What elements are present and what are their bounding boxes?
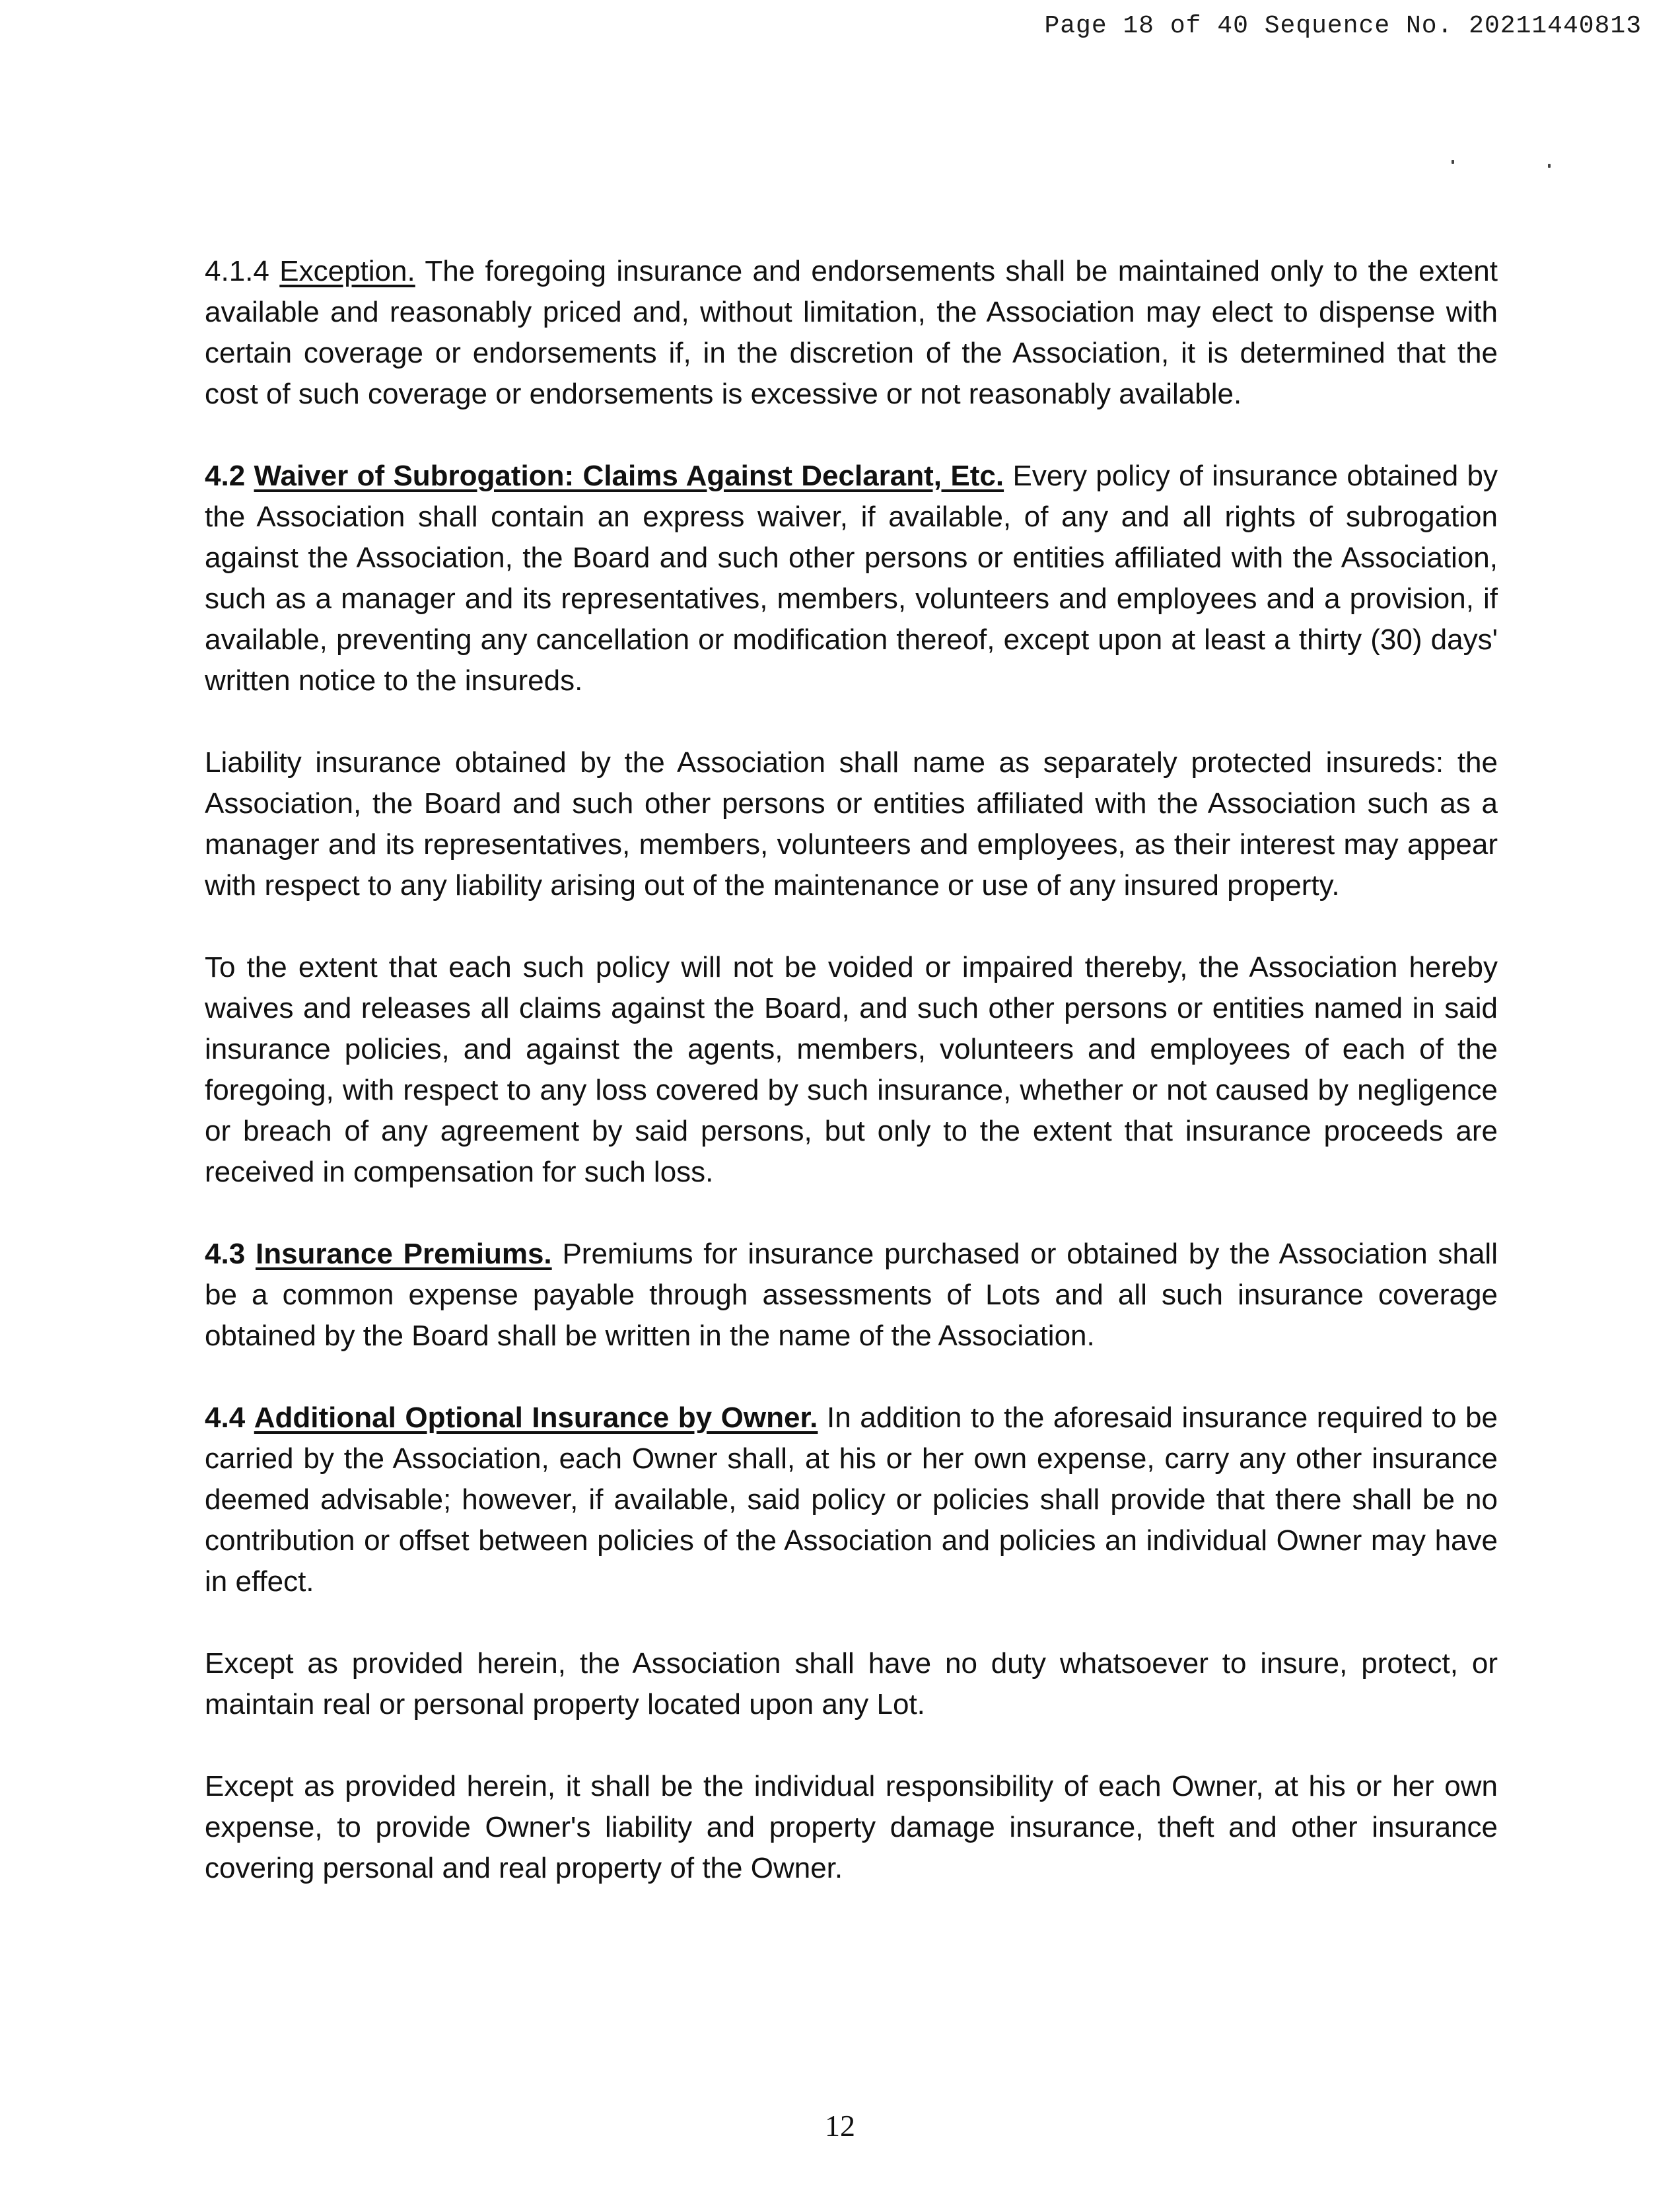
section-number: 4.2 [205,460,246,492]
section-number: 4.3 [205,1238,246,1270]
section-number: 4.4 [205,1401,246,1434]
paragraph-except-owner: Except as provided herein, it shall be the individual responsibility of each Owner, at his or her own expense, to provide Owner's liability and property damage insurance, theft and other insurance covering personal and real property of the Owner. [205,1770,1498,1884]
section-4-1-4 [205,251,1498,415]
section-text: The foregoing insurance and endorsements shall be maintained only to the extent available and reasonably priced and, without limitation, the Association may elect to dispense with certain coverage or endorsements if, in the discretion of the Association, it is determined that the cost of such coverage or endorsements is excessive or not reasonably available. [205,255,1498,410]
section-number: 4.1.4 [205,255,269,287]
paragraph-extent: To the extent that each such policy will not be voided or impaired thereby, the Association hereby waives and releases all claims against the Board, and such other persons or entities named in said insurance policies, and against the agents, members, volunteers and employees of each of the foregoing, with respect to any loss covered by such insurance, whether or not caused by negligence or breach of any agreement by said persons, but only to the extent that insurance proceeds are received in compensation for such loss. [205,951,1498,1188]
section-text: Every policy of insurance obtained by the Association shall contain an express waiver, if available, of any and all rights of subrogation against the Association, the Board and such other persons or entities affiliated with the Association, such as a manager and its representatives, members, volunteers and employees and a provision, if available, preventing any cancellation or modification thereof, except upon at least a thirty (30) days' written notice to the insureds. [205,460,1498,697]
scan-speck [1452,160,1454,164]
scan-speck [1548,164,1551,168]
section-text: Premiums for insurance purchased or obtained by the Association shall be a common expense payable through assessments of Lots and all such insurance coverage obtained by the Board shall be written in the name of the Association. [205,1238,1498,1352]
section-heading: Additional Optional Insurance by Owner. [254,1401,818,1434]
document-body [205,251,1498,1930]
section-heading: Waiver of Subrogation: Claims Against Declarant, Etc. [254,460,1004,492]
section-4-2 [205,456,1498,701]
section-4-4 [205,1398,1498,1602]
section-text: In addition to the aforesaid insurance required to be carried by the Association, each Owner shall, at his or her own expense, carry any other insurance deemed advisable; however, if available, said policy or policies shall provide that there shall be no contribution or offset between policies of the Association and policies an individual Owner may have in effect. [205,1401,1498,1598]
paragraph-liability: Liability insurance obtained by the Association shall name as separately protected insureds: the Association, the Board and such other persons or entities affiliated with the Association such as a manager and its representatives, members, volunteers and employees, as their interest may appear with respect to any liability arising out of the maintenance or use of any insured property. [205,746,1498,902]
section-4-3 [205,1234,1498,1357]
section-heading: Exception. [279,255,415,287]
section-heading: Insurance Premiums. [255,1238,552,1270]
page-number: 12 [825,2109,855,2143]
page-header: Page 18 of 40 Sequence No. 20211440813 [1044,12,1642,40]
paragraph-except-association: Except as provided herein, the Association shall have no duty whatsoever to insure, protect, or maintain real or personal property located upon any Lot. [205,1647,1498,1720]
